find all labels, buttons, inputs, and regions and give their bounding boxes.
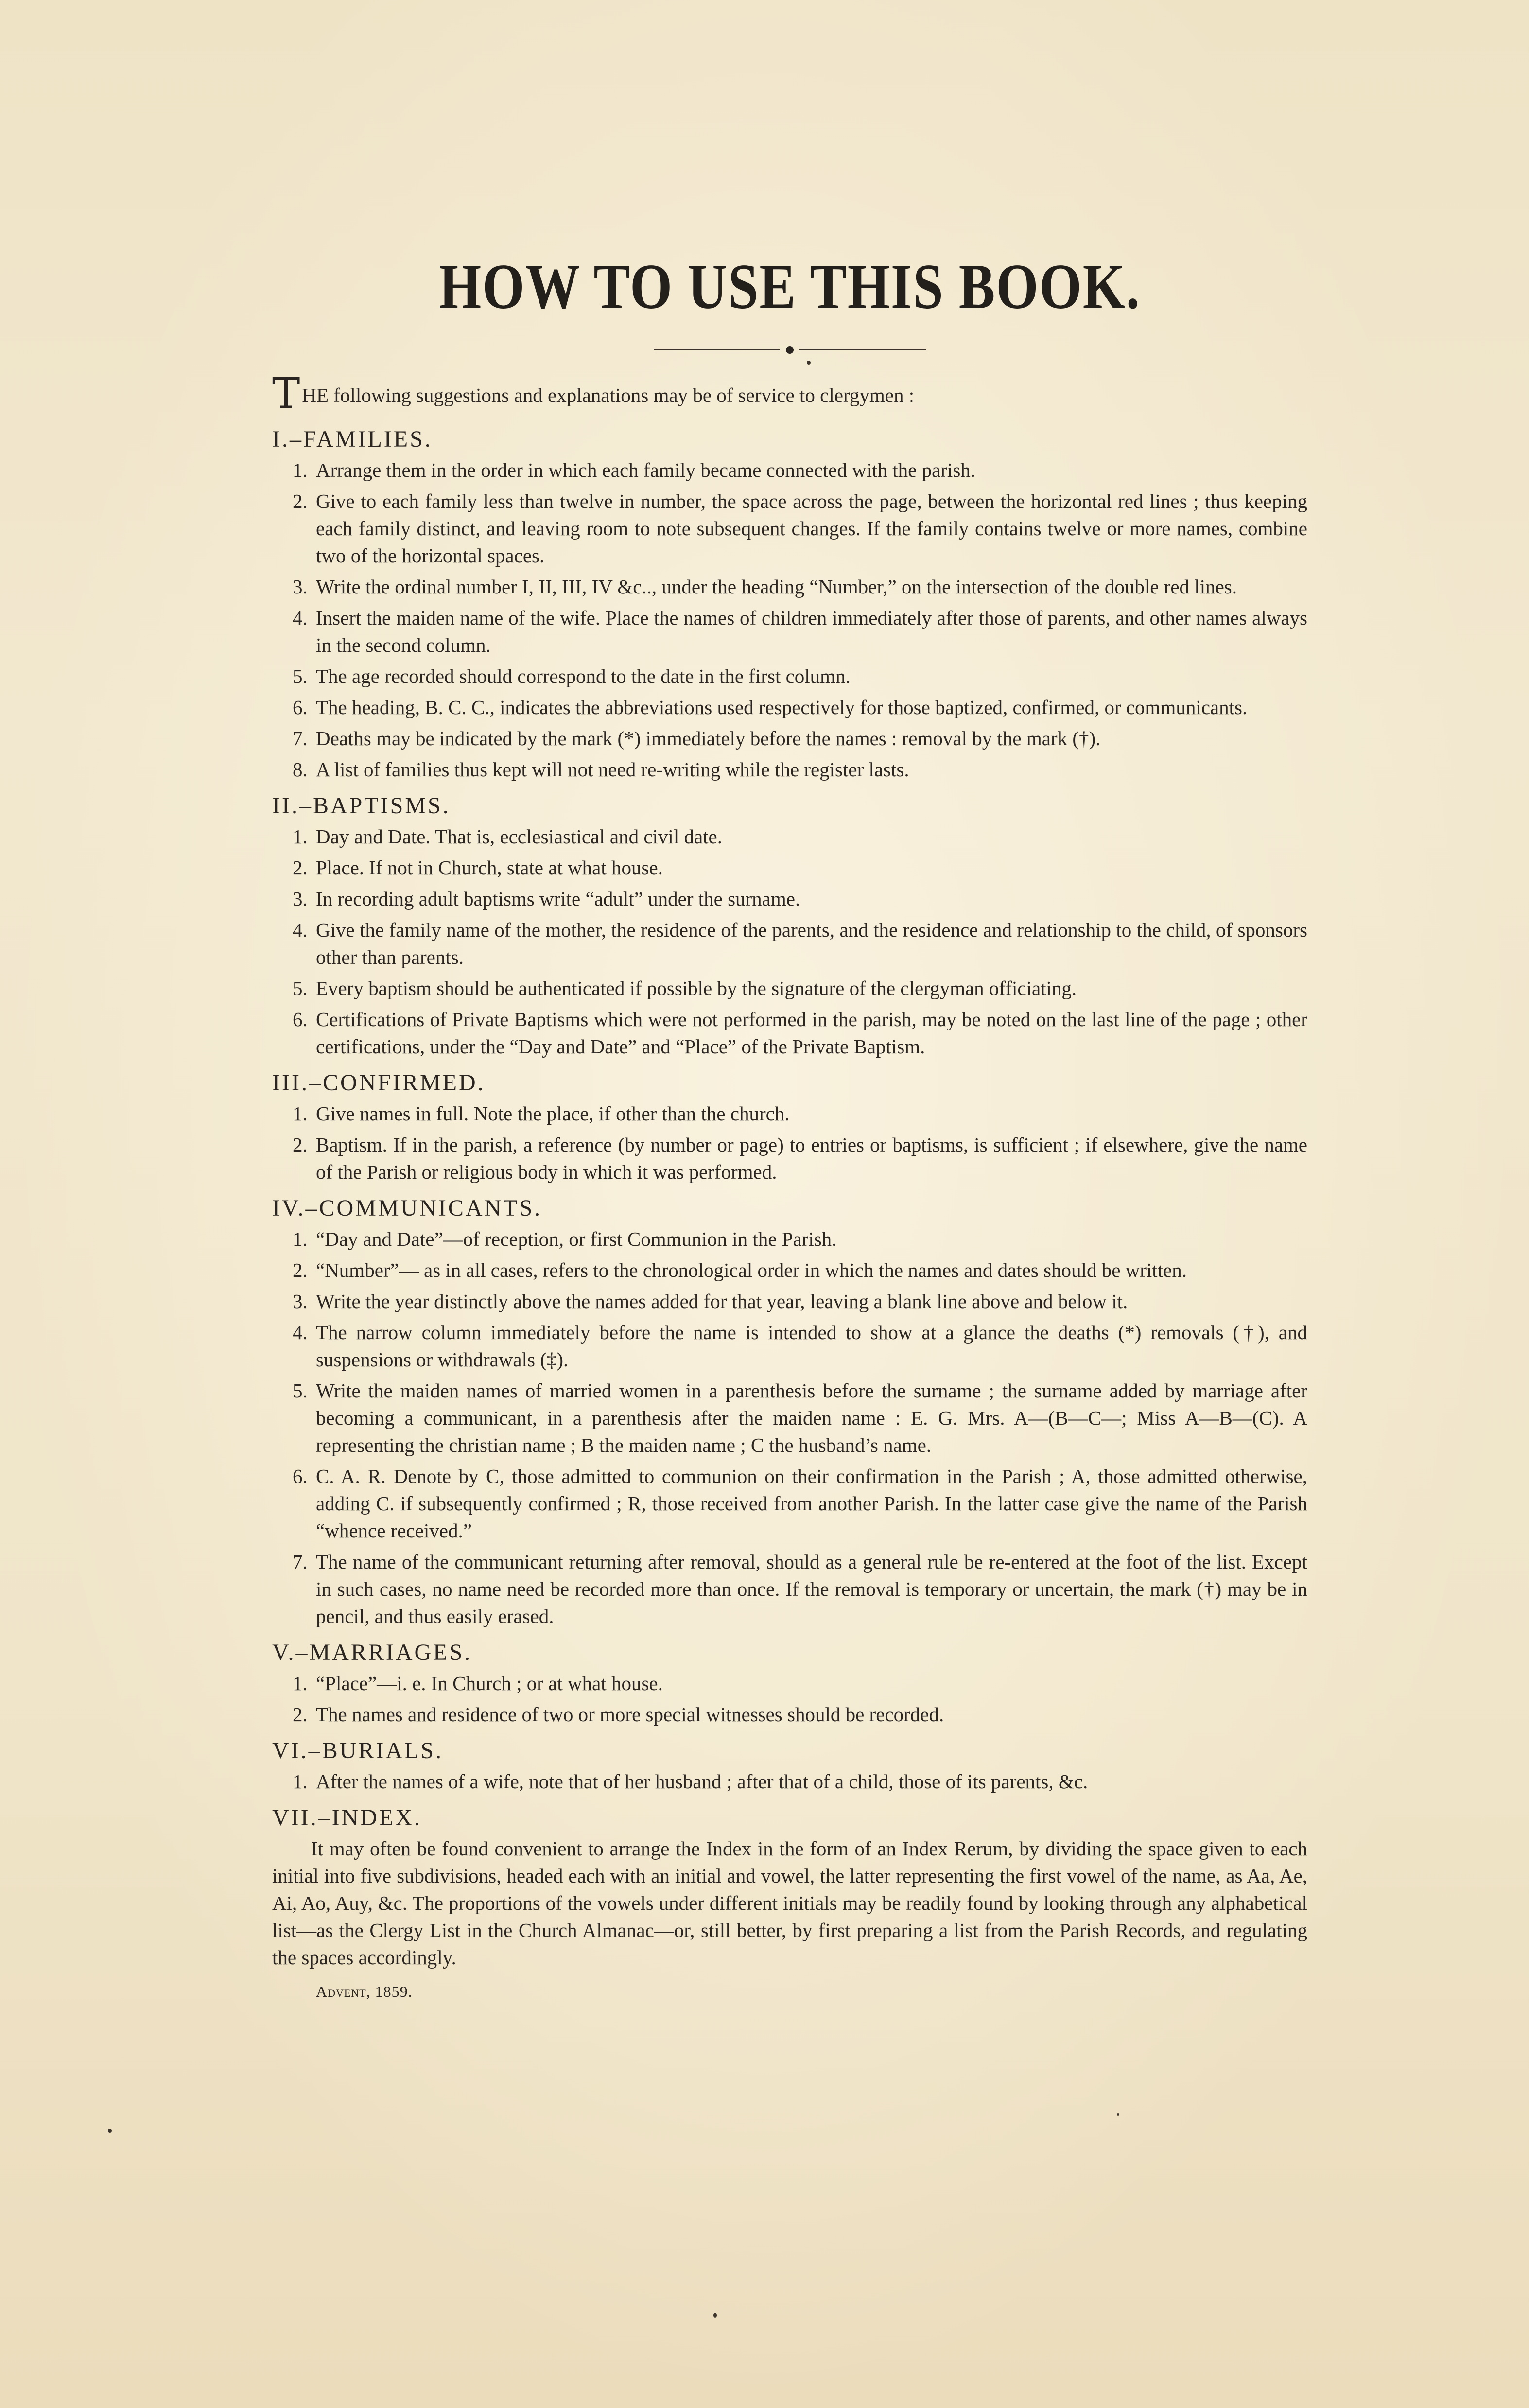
item-text: Give the family name of the mother, the residence of the parents, and the residence and relationship to the child, of sponsors other than parents. xyxy=(316,919,1307,968)
section-paragraph: It may often be found convenient to arrange the Index in the form of an Index Rerum, by dividing the space given to each initial into five subdivisions, headed each with an initial and vowel, the latter representing the first vowel of the name, as Aa, Ae, Ai, Ao, Auy, &c. The proportions of the vowels under different initials may be readily found by looking through any alphabetical list—as the Clergy List in the Church Almanac—or, still better, by first preparing a list from the Parish Records, and regulating the spaces accordingly. xyxy=(272,1837,1307,1969)
item-number: 5. xyxy=(293,665,308,687)
list-item xyxy=(293,1225,1307,1253)
list-item xyxy=(293,1768,1307,1795)
item-number: 3. xyxy=(293,888,308,910)
paper-speck xyxy=(713,2313,717,2318)
item-number: 3. xyxy=(293,576,308,598)
section xyxy=(272,1735,1307,1795)
list-item xyxy=(293,1548,1307,1630)
list-item xyxy=(293,916,1307,971)
intro-text: HE following suggestions and explanations may be of service to clergymen : xyxy=(302,384,915,406)
section xyxy=(272,790,1307,1060)
item-text: Arrange them in the order in which each family became connected with the parish. xyxy=(316,459,976,481)
item-number: 1. xyxy=(293,1770,308,1793)
section-heading: IV.–COMMUNICANTS. xyxy=(272,1195,542,1221)
item-number: 4. xyxy=(293,1321,308,1344)
item-text: A list of families thus kept will not need re-writing while the register lasts. xyxy=(316,758,909,781)
item-text: The narrow column immediately before the name is intended to show at a glance the deaths (*) removals (†), and suspensions or withdrawals (‡). xyxy=(316,1321,1307,1371)
list-item xyxy=(293,756,1307,783)
item-number: 4. xyxy=(293,919,308,941)
item-text: Write the year distinctly above the names added for that year, leaving a blank line above and below it. xyxy=(316,1290,1128,1312)
decorative-dropcap: T xyxy=(272,369,300,418)
item-text: “Number”— as in all cases, refers to the chronological order in which the names and dates should be written. xyxy=(316,1259,1187,1281)
list-item xyxy=(293,1701,1307,1728)
item-text: Write the ordinal number I, II, III, IV &c.., under the heading “Number,” on the intersection of the double red lines. xyxy=(316,576,1237,598)
section-heading: I.–FAMILIES. xyxy=(272,426,433,452)
section-heading: VII.–INDEX. xyxy=(272,1805,422,1831)
item-number: 1. xyxy=(293,1102,308,1125)
item-number: 7. xyxy=(293,727,308,750)
item-text: Give to each family less than twelve in number, the space across the page, between the horizontal red lines ; thus keeping each family distinct, and leaving room to note subsequent changes. If the family contains twelve or more names, combine two of the horizontal spaces. xyxy=(316,490,1307,567)
item-number: 2. xyxy=(293,1703,308,1726)
list-item xyxy=(293,823,1307,850)
item-list xyxy=(272,1670,1307,1728)
item-text: Give names in full. Note the place, if other than the church. xyxy=(316,1102,790,1125)
list-item xyxy=(293,694,1307,721)
section-heading: V.–MARRIAGES. xyxy=(272,1640,472,1665)
list-item xyxy=(293,663,1307,690)
list-item xyxy=(293,885,1307,912)
item-text: Every baptism should be authenticated if possible by the signature of the clergyman officiating. xyxy=(316,977,1077,999)
item-number: 5. xyxy=(293,977,308,999)
item-number: 8. xyxy=(293,758,308,781)
item-text: Write the maiden names of married women in a parenthesis before the surname ; the surname added by marriage after becoming a communicant, in a parenthesis after the maiden name : E. G. Mrs. A—(B—C—; Miss A—B—(C). A representing the christian name ; B the maiden name ; C the husband’s name. xyxy=(316,1379,1307,1456)
list-item xyxy=(293,1131,1307,1186)
paper-speck xyxy=(1117,2113,1119,2116)
item-list xyxy=(272,823,1307,1060)
list-item xyxy=(293,1256,1307,1284)
item-text: In recording adult baptisms write “adult” under the surname. xyxy=(316,888,800,910)
item-number: 1. xyxy=(293,1672,308,1694)
section xyxy=(272,1637,1307,1728)
page-content xyxy=(272,253,1307,2005)
item-number: 3. xyxy=(293,1290,308,1312)
item-number: 6. xyxy=(293,696,308,718)
section-heading: II.–BAPTISMS. xyxy=(272,793,451,819)
item-number: 6. xyxy=(293,1008,308,1030)
item-number: 2. xyxy=(293,1134,308,1156)
list-item xyxy=(293,1006,1307,1060)
item-text: Certifications of Private Baptisms which were not performed in the parish, may be noted on the last line of the page ; other certifications, under the “Day and Date” and “Place” of the Private Baptism. xyxy=(316,1008,1307,1058)
item-text: “Place”—i. e. In Church ; or at what house. xyxy=(316,1672,663,1694)
item-text: “Day and Date”—of reception, or first Communion in the Parish. xyxy=(316,1228,837,1250)
item-text: C. A. R. Denote by C, those admitted to communion on their confirmation in the Parish ; A, those admitted otherwise, adding C. if subsequently confirmed ; R, those received from another Parish. In the latter case give the name of the Parish “whence received.” xyxy=(316,1465,1307,1542)
section xyxy=(272,1802,1307,1971)
item-text: Deaths may be indicated by the mark (*) immediately before the names : removal by the mark (†). xyxy=(316,727,1101,750)
item-text: Insert the maiden name of the wife. Place the names of children immediately after those of parents, and other names always in the second column. xyxy=(316,607,1307,656)
list-item xyxy=(293,1319,1307,1373)
page-title: HOW TO USE THIS BOOK. xyxy=(439,251,1141,323)
item-text: The heading, B. C. C., indicates the abbreviations used respectively for those baptized, confirmed, or communicants. xyxy=(316,696,1248,718)
item-text: Place. If not in Church, state at what house. xyxy=(316,856,663,879)
item-text: Day and Date. That is, ecclesiastical and civil date. xyxy=(316,825,722,848)
item-number: 1. xyxy=(293,459,308,481)
section xyxy=(272,423,1307,783)
list-item xyxy=(293,1670,1307,1697)
list-item xyxy=(293,488,1307,569)
item-number: 2. xyxy=(293,856,308,879)
list-item xyxy=(293,456,1307,484)
item-number: 6. xyxy=(293,1465,308,1487)
item-text: Baptism. If in the parish, a reference (by number or page) to entries or baptisms, is sufficient ; if elsewhere, give the name of the Parish or religious body in which it was performed. xyxy=(316,1134,1307,1183)
paper-speck xyxy=(108,2129,112,2133)
item-list xyxy=(272,456,1307,783)
list-item xyxy=(293,1463,1307,1544)
item-list xyxy=(272,1225,1307,1630)
item-number: 2. xyxy=(293,490,308,512)
section xyxy=(272,1192,1307,1630)
list-item xyxy=(293,604,1307,659)
list-item xyxy=(293,573,1307,600)
list-item xyxy=(293,854,1307,881)
item-number: 4. xyxy=(293,607,308,629)
list-item xyxy=(293,725,1307,752)
item-number: 1. xyxy=(293,1228,308,1250)
item-number: 7. xyxy=(293,1551,308,1573)
item-text: The name of the communicant returning after removal, should as a general rule be re-entered at the foot of the list. Except in such cases, no name need be recorded more than once. If the removal is temporary or uncertain, the mark (†) may be in pencil, and thus easily erased. xyxy=(316,1551,1307,1627)
item-text: The age recorded should correspond to the date in the first column. xyxy=(316,665,851,687)
date-line: Advent, 1859. xyxy=(316,1983,413,2000)
list-item xyxy=(293,1100,1307,1127)
item-text: After the names of a wife, note that of her husband ; after that of a child, those of its parents, &c. xyxy=(316,1770,1088,1793)
section-heading: VI.–BURIALS. xyxy=(272,1738,444,1763)
item-number: 5. xyxy=(293,1379,308,1402)
item-number: 1. xyxy=(293,825,308,848)
ornamental-divider xyxy=(654,340,926,360)
paper-speck xyxy=(807,361,811,365)
item-list xyxy=(272,1100,1307,1186)
list-item xyxy=(293,1288,1307,1315)
divider-dot-icon xyxy=(786,346,794,354)
item-text: The names and residence of two or more special witnesses should be recorded. xyxy=(316,1703,944,1726)
item-number: 2. xyxy=(293,1259,308,1281)
list-item xyxy=(293,975,1307,1002)
item-list xyxy=(272,1768,1307,1795)
section xyxy=(272,1067,1307,1186)
intro-paragraph xyxy=(272,369,1307,418)
list-item xyxy=(293,1377,1307,1459)
sections-container xyxy=(272,423,1307,1971)
section-heading: III.–CONFIRMED. xyxy=(272,1070,486,1096)
